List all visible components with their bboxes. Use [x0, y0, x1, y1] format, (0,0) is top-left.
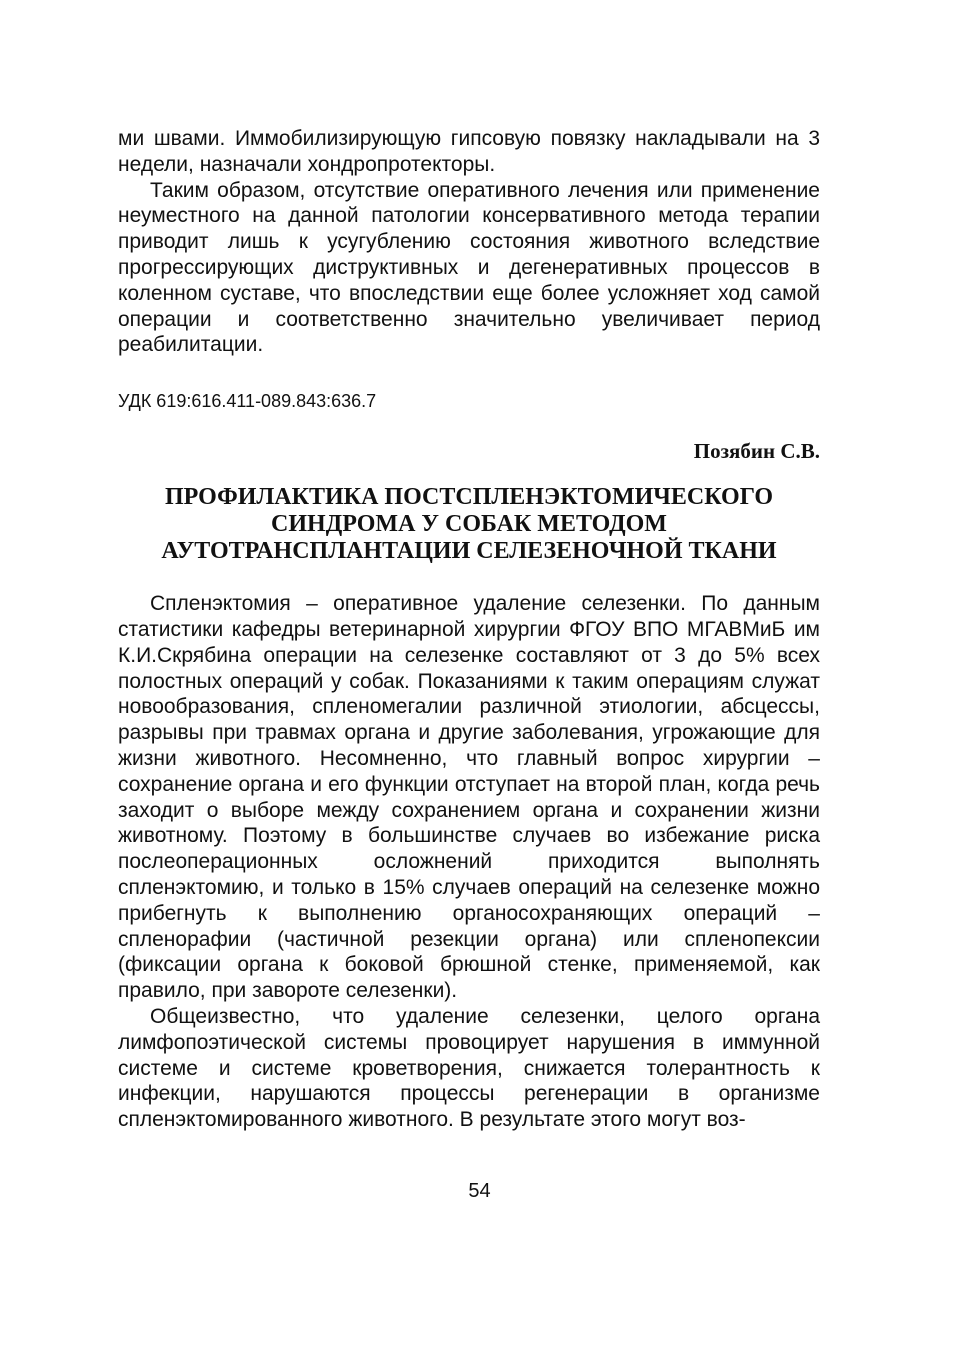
udk-code: УДК 619:616.411-089.843:636.7	[118, 391, 377, 412]
intro-paragraph-1: ми швами. Иммобилизирующую гипсовую повязку накладывали на 3 недели, назначали хондропротекторы.	[118, 127, 820, 176]
page-number: 54	[468, 1180, 491, 1202]
article-paragraph-1: Спленэктомия – оперативное удаление селезенки. По данным статистики кафедры ветеринарной хирургии ФГОУ ВПО МГАВМиБ им К.И.Скрябина операции на селезенке составляют от 3 до 5% всех полостных операций у собак. Показаниями к таким операциям служат новообразования, спленомегалии различной этиологии, абсцессы, разрывы при травмах органа и другие заболевания, угрожающие для жизни животного. Несомненно, что главный вопрос хирургии – сохранение органа и его функции отступает на второй план, когда речь заходит о выборе между сохранением органа и сохранении жизни животному. Поэтому в большинстве случаев во избежание риска послеоперационных осложнений приходится выполнять спленэктомию, и только в 15% случаев операций на селезенке можно прибегнуть к выполнению органосохраняющих операций – спленорафии (частичной резекции органа) или спленопексии (фиксации органа к боковой брюшной стенке, применяемой, как правило, при завороте селезенки).	[118, 592, 820, 1003]
article-author: Позябин С.В.	[693, 439, 820, 464]
article-title	[118, 484, 820, 565]
article-title-line-3: АУТОТРАНСПЛАНТАЦИИ СЕЛЕЗЕНОЧНОЙ ТКАНИ	[161, 538, 777, 565]
intro-paragraph-2: Таким образом, отсутствие оперативного лечения или применение неуместного на данной патологии консервативного метода терапии приводит лишь к усугублению состояния животного вследствие прогрессирующих диструктивных и дегенеративных процессов в коленном суставе, что впоследствии еще более усложняет ход самой операции и соответственно значительно увеличивает период реабилитации.	[118, 178, 820, 357]
text-column	[118, 126, 820, 1133]
article-title-line-1: ПРОФИЛАКТИКА ПОСТСПЛЕНЭКТОМИЧЕСКОГО	[164, 484, 774, 511]
article-body	[118, 591, 820, 1133]
article-title-line-2: СИНДРОМА У СОБАК МЕТОДОМ	[271, 511, 667, 538]
article-paragraph-2: Общеизвестно, что удаление селезенки, целого органа лимфопоэтической системы провоцирует нарушения в иммунной системе и системе кроветворения, снижается толерантность к инфекции, нарушаются процессы регенерации в организме спленэктомированного животного. В результате этого могут воз-	[118, 1004, 820, 1132]
